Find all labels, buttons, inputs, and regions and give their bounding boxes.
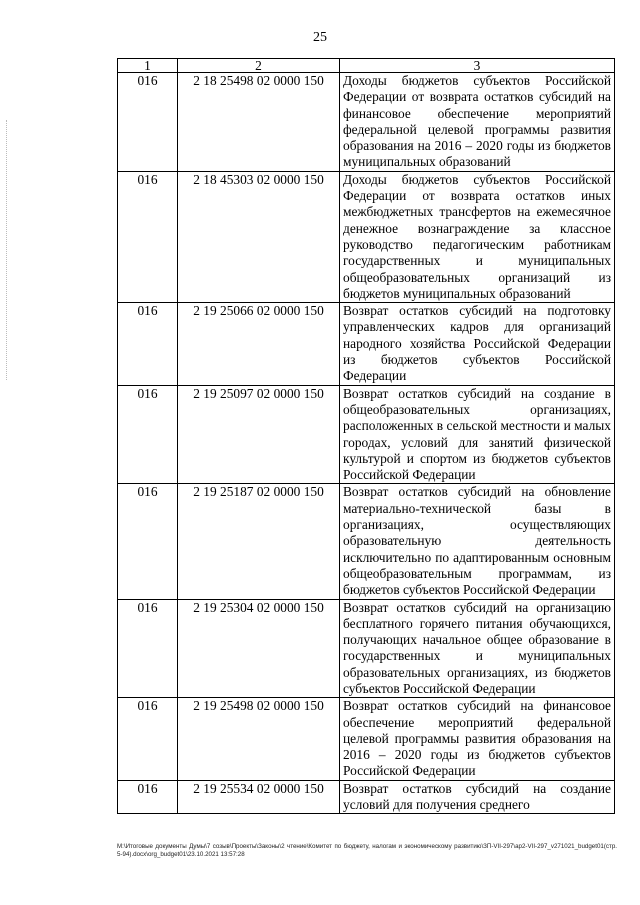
description-cell: Возврат остатков субсидий на подготовку управленческих кадров для организаций народного хозяйства Российской Федерации из бюджетов субъектов Российской Федерации — [340, 303, 615, 385]
page-number: 25 — [313, 30, 327, 45]
admin-code-cell: 016 — [118, 303, 178, 385]
description-cell: Доходы бюджетов субъектов Российской Федерации от возврата остатков субсидий на финансовое обеспечение мероприятий федеральной целевой программы развития образования на 2016 – 2020 годы из бюджетов муниципальных образований — [340, 73, 615, 172]
table-row — [118, 171, 615, 302]
admin-code-cell: 016 — [118, 484, 178, 599]
budget-code-cell: 2 19 25187 02 0000 150 — [178, 484, 340, 599]
scan-margin-mark — [6, 120, 8, 380]
document-path-footer: M:\Итоговые документы Думы\7 созыв\Проекты\Законы\2 чтение\Комитет по бюджету, налогам и экономическому развитию\ЗП-VII-297\ap2-VII-297_v271021_budget01(стр. 5-94).docx\org_budget01\23.10.2021 13:57:28 — [117, 843, 617, 858]
admin-code-cell: 016 — [118, 171, 178, 302]
admin-code-cell: 016 — [118, 698, 178, 780]
budget-code-cell: 2 19 25498 02 0000 150 — [178, 698, 340, 780]
description-cell: Возврат остатков субсидий на организацию бесплатного горячего питания обучающихся, получающих начальное общее образование в государственных и муниципальных образовательных организациях, из бюджетов субъектов Российской Федерации — [340, 599, 615, 698]
table-row — [118, 599, 615, 698]
table-row — [118, 303, 615, 385]
column-header: 3 — [340, 59, 615, 73]
table-header-row — [118, 59, 615, 73]
description-cell: Доходы бюджетов субъектов Российской Федерации от возврата остатков иных межбюджетных трансфертов на ежемесячное денежное вознаграждение за классное руководство педагогическим работникам государственных и муниципальных общеобразовательных организаций из бюджетов муниципальных образований — [340, 171, 615, 302]
table-row — [118, 780, 615, 814]
budget-code-cell: 2 19 25066 02 0000 150 — [178, 303, 340, 385]
table-row — [118, 385, 615, 484]
column-header: 2 — [178, 59, 340, 73]
table-row — [118, 484, 615, 599]
admin-code-cell: 016 — [118, 385, 178, 484]
budget-code-cell: 2 18 45303 02 0000 150 — [178, 171, 340, 302]
description-cell: Возврат остатков субсидий на создание в общеобразовательных организациях, расположенных в сельской местности и малых городах, условий для занятий физической культурой и спортом из бюджетов субъектов Российской Федерации — [340, 385, 615, 484]
admin-code-cell: 016 — [118, 780, 178, 814]
budget-table — [117, 58, 615, 814]
budget-code-cell: 2 18 25498 02 0000 150 — [178, 73, 340, 172]
budget-code-cell: 2 19 25304 02 0000 150 — [178, 599, 340, 698]
admin-code-cell: 016 — [118, 599, 178, 698]
description-cell: Возврат остатков субсидий на финансовое обеспечение мероприятий федеральной целевой программы развития образования на 2016 – 2020 годы из бюджетов субъектов Российской Федерации — [340, 698, 615, 780]
table-row — [118, 73, 615, 172]
table-row — [118, 698, 615, 780]
budget-code-cell: 2 19 25097 02 0000 150 — [178, 385, 340, 484]
description-cell: Возврат остатков субсидий на обновление материально-технической базы в организациях, осуществляющих образовательную деятельность исключительно по адаптированным основным общеобразовательным программам, из бюджетов субъектов Российской Федерации — [340, 484, 615, 599]
admin-code-cell: 016 — [118, 73, 178, 172]
budget-code-cell: 2 19 25534 02 0000 150 — [178, 780, 340, 814]
description-cell: Возврат остатков субсидий на создание условий для получения среднего — [340, 780, 615, 814]
column-header: 1 — [118, 59, 178, 73]
